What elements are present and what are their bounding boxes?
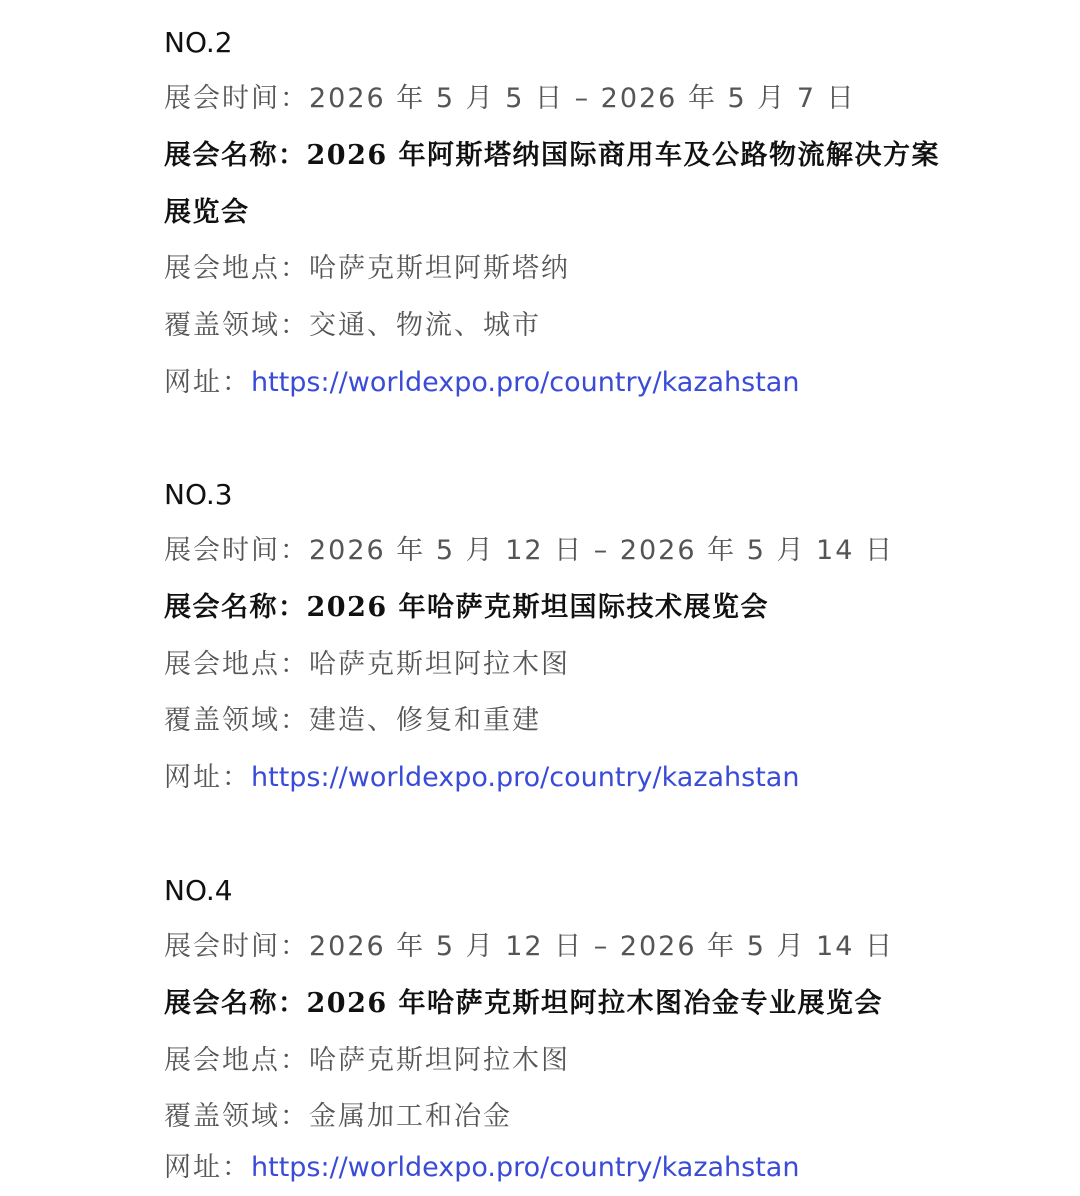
exhibition-time xyxy=(164,522,894,579)
entry-number: NO.3 xyxy=(164,478,233,511)
name-label: 展会名称： xyxy=(164,140,307,171)
exhibition-field xyxy=(164,1088,512,1145)
time-value: 2026 年 5 月 12 日 – 2026 年 5 月 14 日 xyxy=(309,931,894,962)
url-label: 网址： xyxy=(164,1152,251,1183)
entry-number: NO.2 xyxy=(164,26,233,59)
field-value: 建造、修复和重建 xyxy=(309,705,541,736)
name-value: 2026 年哈萨克斯坦国际技术展览会 xyxy=(306,592,770,623)
exhibition-time xyxy=(164,70,856,127)
exhibition-place xyxy=(164,636,570,693)
exhibition-field xyxy=(164,297,541,354)
name-value: 2026 年阿斯塔纳国际商用车及公路物流解决方案 xyxy=(306,140,941,171)
field-label: 覆盖领域： xyxy=(164,1101,309,1132)
exhibition-url xyxy=(164,354,799,411)
time-value: 2026 年 5 月 5 日 – 2026 年 5 月 7 日 xyxy=(309,83,856,114)
name-label: 展会名称： xyxy=(164,988,307,1019)
exhibition-name-continued: 展览会 xyxy=(164,197,250,228)
url-label: 网址： xyxy=(164,367,251,398)
exhibition-time xyxy=(164,918,894,975)
place-label: 展会地点： xyxy=(164,1045,309,1076)
time-label: 展会时间： xyxy=(164,931,309,962)
field-label: 覆盖领域： xyxy=(164,705,309,736)
field-label: 覆盖领域： xyxy=(164,310,309,341)
time-label: 展会时间： xyxy=(164,83,309,114)
exhibition-place xyxy=(164,1032,570,1089)
field-value: 交通、物流、城市 xyxy=(309,310,541,341)
name-value: 2026 年哈萨克斯坦阿拉木图冶金专业展览会 xyxy=(306,988,884,1019)
place-value: 哈萨克斯坦阿拉木图 xyxy=(309,649,570,680)
url-label: 网址： xyxy=(164,762,251,793)
exhibition-url xyxy=(164,749,799,806)
name-label: 展会名称： xyxy=(164,592,307,623)
time-value: 2026 年 5 月 12 日 – 2026 年 5 月 14 日 xyxy=(309,535,894,566)
place-label: 展会地点： xyxy=(164,253,309,284)
exhibition-name xyxy=(164,127,940,184)
place-label: 展会地点： xyxy=(164,649,309,680)
field-value: 金属加工和冶金 xyxy=(309,1101,512,1132)
exhibition-name xyxy=(164,975,883,1032)
exhibition-field xyxy=(164,692,541,749)
exhibition-place xyxy=(164,240,570,297)
url-link[interactable]: https://worldexpo.pro/country/kazahstan xyxy=(251,367,800,398)
exhibition-name xyxy=(164,579,769,636)
place-value: 哈萨克斯坦阿拉木图 xyxy=(309,1045,570,1076)
entry-number: NO.4 xyxy=(164,874,233,907)
url-link[interactable]: https://worldexpo.pro/country/kazahstan xyxy=(251,1152,800,1183)
url-link[interactable]: https://worldexpo.pro/country/kazahstan xyxy=(251,762,800,793)
time-label: 展会时间： xyxy=(164,535,309,566)
exhibition-url xyxy=(164,1139,799,1196)
place-value: 哈萨克斯坦阿斯塔纳 xyxy=(309,253,570,284)
